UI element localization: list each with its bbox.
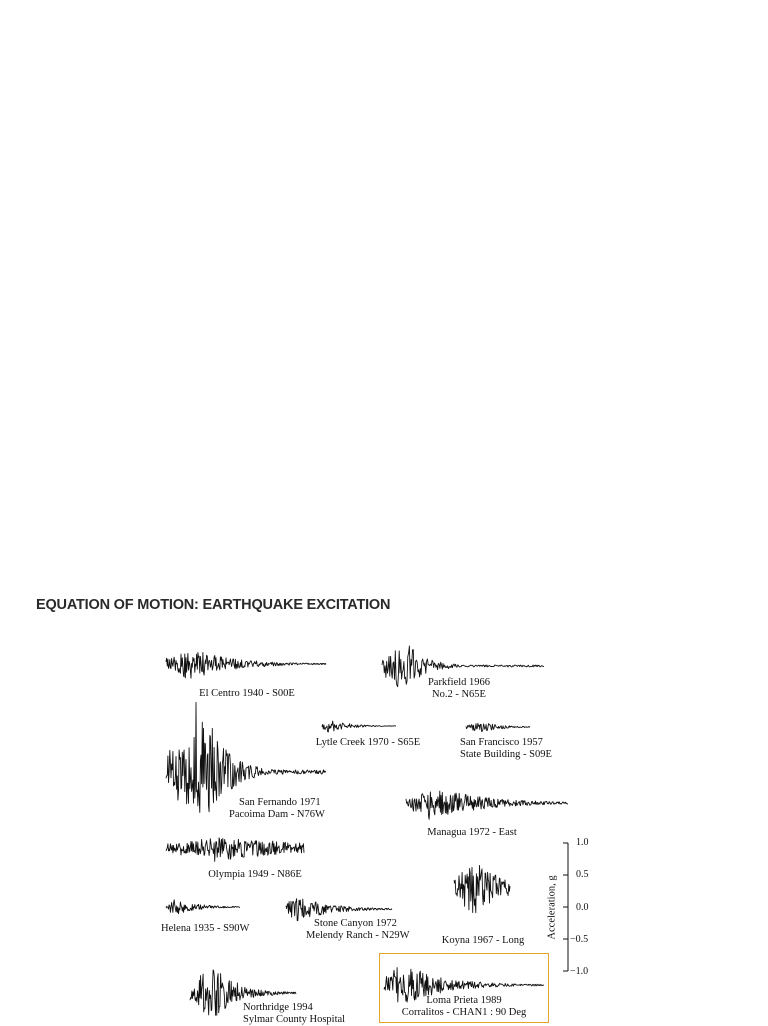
label-stone-canyon: Stone Canyon 1972 Melendy Ranch - N29W <box>306 918 410 941</box>
label-koyna: Koyna 1967 - Long <box>441 935 525 946</box>
scale-tick-1: 1.0 <box>576 837 589 848</box>
label-loma-prieta: Loma Prieta 1989 Corralitos - CHAN1 : 90 Deg <box>401 995 527 1018</box>
label-parkfield: Parkfield 1966 No.2 - N65E <box>427 677 491 700</box>
trace-el-centro <box>166 653 326 679</box>
label-lytle-creek: Lytle Creek 1970 - S65E <box>315 737 421 748</box>
label-managua: Managua 1972 - East <box>427 827 517 838</box>
trace-koyna <box>454 865 510 912</box>
scale-tick-3: 0.0 <box>576 902 589 913</box>
scale-axis-label: Acceleration, g <box>546 875 558 940</box>
scale-tick-5: −1.0 <box>570 966 589 977</box>
label-helena: Helena 1935 - S90W <box>161 923 250 934</box>
trace-lytle-creek <box>322 721 396 732</box>
label-northridge: Northridge 1994 Sylmar County Hospital <box>243 1002 346 1025</box>
trace-san-fernando <box>166 702 326 812</box>
label-olympia: Olympia 1949 - N86E <box>208 869 302 880</box>
scale-tick-2: 0.5 <box>576 869 589 880</box>
trace-olympia <box>166 838 304 862</box>
label-san-fernando: San Fernando 1971 Pacoima Dam - N76W <box>229 797 325 820</box>
trace-san-francisco <box>466 723 530 731</box>
label-el-centro: El Centro 1940 - S00E <box>199 688 295 699</box>
trace-helena <box>166 900 240 914</box>
page-title: EQUATION OF MOTION: EARTHQUAKE EXCITATION <box>36 597 391 613</box>
scale-tick-4: −0.5 <box>570 934 589 945</box>
label-san-francisco: San Francisco 1957 State Building - S09E <box>460 737 552 760</box>
trace-managua <box>406 791 568 819</box>
